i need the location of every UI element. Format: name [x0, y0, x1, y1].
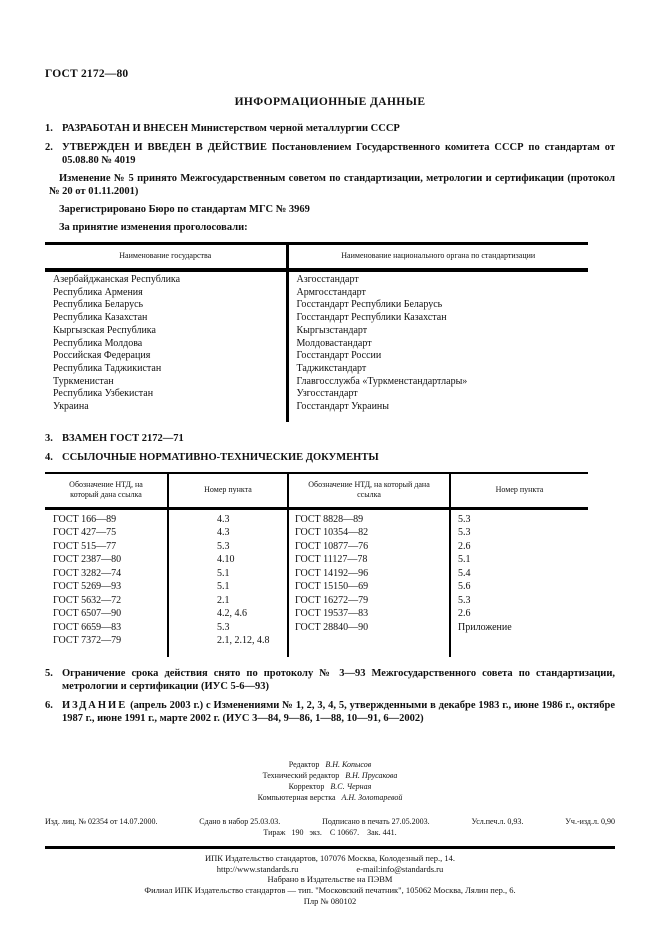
table-row — [45, 325, 588, 338]
numbered-item-5 — [45, 667, 615, 693]
table-cell: 5.6 — [458, 581, 471, 593]
table-cell: 5.3 — [168, 621, 288, 635]
table-cell: Республика Таджикистан — [45, 363, 287, 376]
numbered-item-2 — [45, 141, 615, 167]
table-cell: Азгосстандарт — [296, 274, 359, 285]
table-cell: 4.3 — [168, 526, 288, 540]
editor-role: Компьютерная верстка — [257, 792, 336, 802]
item-text: РАЗРАБОТАН И ВНЕСЕН Министерством черной металлургии СССР — [62, 123, 400, 134]
votes-table — [45, 242, 588, 422]
publisher-url: http://www.standards.ru — [216, 863, 299, 874]
editor-line — [45, 770, 615, 781]
table-row — [45, 338, 588, 351]
table-cell: 5.1 — [168, 580, 288, 594]
edition-lead: ИЗДАНИЕ — [62, 699, 128, 711]
editor-name: В.Н. Копысов — [325, 759, 372, 769]
editor-line — [45, 792, 615, 803]
table-cell: 5.3 — [458, 594, 471, 606]
imprint-pub-sheets: Уч.-изд.л. 0,90 — [565, 816, 615, 826]
table-cell: ГОСТ 11127—78 — [288, 553, 450, 567]
table-row — [45, 270, 588, 287]
column-header-ntd-left: Обозначение НТД, на который дана ссылка — [45, 473, 168, 509]
table-cell: 5.4 — [458, 567, 471, 579]
table-cell: Узгосстандарт — [296, 388, 358, 400]
editor-name: В.С. Черная — [330, 781, 372, 791]
table-cell: Кыргызская Республика — [45, 325, 287, 338]
table-cell: 5.3 — [168, 540, 288, 554]
imprint-line-2: Тираж 190 экз. С 10667. Зак. 441. — [263, 827, 397, 837]
table-cell: ГОСТ 8828—89 — [288, 508, 450, 526]
table-row — [45, 376, 588, 389]
imprint-line-1 — [45, 816, 615, 827]
column-header-state: Наименование государства — [45, 244, 287, 271]
table-cell: 5.3 — [458, 527, 471, 539]
table-cell: Госстандарт Республики Казахстан — [296, 312, 447, 324]
table-cell: ГОСТ 16272—79 — [288, 594, 450, 608]
publisher-branch: Филиал ИПК Издательство стандартов — тип. "Московский печатник", 105062 Москва, Лялин пер., 6. — [144, 885, 516, 896]
imprint-license: Изд. лиц. № 02354 от 14.07.2000. — [45, 816, 158, 826]
item-number: 4. — [45, 451, 53, 463]
table-cell — [450, 634, 588, 657]
table-cell: 2.6 — [458, 608, 471, 620]
column-header-ntd-right: Обозначение НТД, на который дана ссылка — [288, 473, 450, 509]
item-text: Ограничение срока действия снято по протоколу № 3—93 Межгосударственного совета по стандартизации, метрологии и сертификации (ИУС 5-6—93) — [62, 667, 615, 692]
doc-code: ГОСТ 2172—80 — [45, 68, 129, 80]
item-text: ВЗАМЕН ГОСТ 2172—71 — [62, 432, 184, 444]
table-row — [45, 540, 588, 554]
editor-line — [45, 759, 615, 770]
table-cell: Госстандарт России — [296, 350, 382, 362]
table-row — [45, 350, 588, 363]
table-cell: Республика Молдова — [45, 338, 287, 351]
registration-paragraph: Зарегистрировано Бюро по стандартам МГС № 3969 — [59, 204, 310, 215]
publisher-block — [45, 853, 615, 907]
amendment-paragraph: Изменение № 5 принято Межгосударственным советом по стандартизации, метрологии и сертификации (протокол № 20 от 01.11.2001) — [49, 173, 615, 197]
editor-name: А.Н. Золотаревой — [341, 792, 403, 802]
table-cell: ГОСТ 10354—82 — [288, 526, 450, 540]
publisher-contacts — [45, 864, 615, 875]
table-cell: Республика Беларусь — [45, 299, 287, 312]
table-cell: ГОСТ 7372—79 — [45, 634, 168, 657]
table-row — [45, 299, 588, 312]
table-row — [45, 621, 588, 635]
table-row — [45, 607, 588, 621]
table-cell: Главгосслужба «Туркменстандартлары» — [296, 375, 468, 387]
table-row — [45, 287, 588, 300]
table-cell: Кыргызстандарт — [296, 324, 368, 336]
table-row — [45, 594, 588, 608]
table-cell: ГОСТ 6507—90 — [45, 607, 168, 621]
table-cell: Республика Узбекистан — [45, 388, 287, 401]
table-cell: Республика Казахстан — [45, 312, 287, 325]
table-cell: ГОСТ 2387—80 — [45, 553, 168, 567]
table-cell: 4.2, 4.6 — [168, 607, 288, 621]
votes-table-header-row — [45, 244, 588, 271]
table-cell: Молдовастандарт — [296, 337, 372, 349]
table-row — [45, 526, 588, 540]
imprint-print-date: Подписано в печать 27.05.2003. — [322, 816, 430, 826]
table-row — [45, 312, 588, 325]
table-cell: Украина — [45, 401, 287, 422]
editor-role: Корректор — [288, 781, 325, 791]
table-cell: Республика Армения — [45, 287, 287, 300]
publisher-typeset-note: Набрано в Издательстве на ПЭВМ — [267, 874, 393, 885]
table-cell: Госстандарт Украины — [296, 401, 389, 413]
table-row — [45, 363, 588, 376]
divider-rule — [45, 846, 615, 849]
table-row — [45, 553, 588, 567]
numbered-item-3 — [45, 432, 615, 445]
page-title: ИНФОРМАЦИОННЫЕ ДАННЫЕ — [234, 96, 426, 108]
table-cell: Азербайджанская Республика — [45, 270, 287, 287]
item-number: 2. — [45, 142, 53, 153]
edition-rest: (апрель 2003 г.) с Изменениями № 1, 2, 3, 4, 5, утвержденными в декабре 1983 г., июне 1986 г., октябре 1987 г., июне 1991 г., марте 2002 г. (ИУС 3—84, 9—86, 1—88, 10—91, 6—2002) — [62, 699, 615, 724]
table-cell: ГОСТ 28840—90 — [288, 621, 450, 635]
table-cell: ГОСТ 5269—93 — [45, 580, 168, 594]
item-text: ССЫЛОЧНЫЕ НОРМАТИВНО-ТЕХНИЧЕСКИЕ ДОКУМЕНТЫ — [62, 451, 379, 463]
table-cell: 2.1, 2.12, 4.8 — [168, 634, 288, 657]
table-cell — [288, 634, 450, 657]
publisher-address: ИПК Издательство стандартов, 107076 Москва, Колодезный пер., 14. — [205, 852, 455, 863]
table-cell: Туркменистан — [45, 376, 287, 389]
table-cell: Российская Федерация — [45, 350, 287, 363]
imprint-typeset-date: Сдано в набор 25.03.03. — [199, 816, 281, 826]
publisher-plr: Плр № 080102 — [303, 895, 357, 906]
imprint-sheets: Усл.печ.л. 0,93. — [471, 816, 524, 826]
editor-role: Технический редактор — [262, 770, 340, 780]
item-number: 5. — [45, 667, 53, 679]
table-cell: ГОСТ 10877—76 — [288, 540, 450, 554]
publisher-email: e-mail:info@standards.ru — [356, 863, 444, 874]
editor-line — [45, 781, 615, 792]
table-cell: ГОСТ 515—77 — [45, 540, 168, 554]
table-cell: Таджикстандарт — [296, 362, 367, 374]
votes-intro-paragraph: За принятие изменения проголосовали: — [59, 222, 248, 233]
item-number: 6. — [45, 699, 53, 711]
numbered-item-4 — [45, 451, 615, 464]
editor-name: В.Н. Прусакова — [345, 770, 398, 780]
table-cell: 2.1 — [168, 594, 288, 608]
item-text — [62, 699, 615, 725]
item-number: 1. — [45, 123, 53, 134]
references-table — [45, 472, 588, 657]
table-row — [45, 401, 588, 422]
table-cell: 4.10 — [168, 553, 288, 567]
editors-block — [45, 759, 615, 803]
item-text: УТВЕРЖДЕН И ВВЕДЕН В ДЕЙСТВИЕ Постановлением Государственного комитета СССР по стандартам от 05.08.80 № 4019 — [62, 142, 615, 166]
table-cell: ГОСТ 19537—83 — [288, 607, 450, 621]
table-row — [45, 580, 588, 594]
table-cell: ГОСТ 166—89 — [45, 508, 168, 526]
table-cell: 5.1 — [458, 554, 471, 566]
imprint-block — [45, 816, 615, 838]
numbered-item-6 — [45, 699, 615, 725]
table-cell: Госстандарт Республики Беларусь — [296, 299, 443, 311]
table-row — [45, 388, 588, 401]
editor-role: Редактор — [288, 759, 320, 769]
column-header-clause-left: Номер пункта — [168, 473, 288, 509]
table-cell: Приложение — [458, 621, 512, 633]
table-cell: 4.3 — [168, 508, 288, 526]
table-cell: ГОСТ 427—75 — [45, 526, 168, 540]
table-cell: ГОСТ 15150—69 — [288, 580, 450, 594]
table-row — [45, 567, 588, 581]
numbered-item-1 — [45, 122, 615, 135]
table-row — [45, 634, 588, 657]
table-cell: ГОСТ 3282—74 — [45, 567, 168, 581]
column-header-body: Наименование национального органа по стандартизации — [287, 244, 588, 271]
table-cell: 2.6 — [458, 540, 471, 552]
references-table-header-row — [45, 473, 588, 509]
column-header-clause-right: Номер пункта — [450, 473, 588, 509]
table-cell: 5.1 — [168, 567, 288, 581]
table-cell: Армгосстандарт — [296, 286, 366, 298]
item-number: 3. — [45, 432, 53, 444]
table-cell: 5.3 — [458, 513, 471, 525]
table-cell: ГОСТ 14192—96 — [288, 567, 450, 581]
table-cell: ГОСТ 6659—83 — [45, 621, 168, 635]
table-row — [45, 508, 588, 526]
table-cell: ГОСТ 5632—72 — [45, 594, 168, 608]
